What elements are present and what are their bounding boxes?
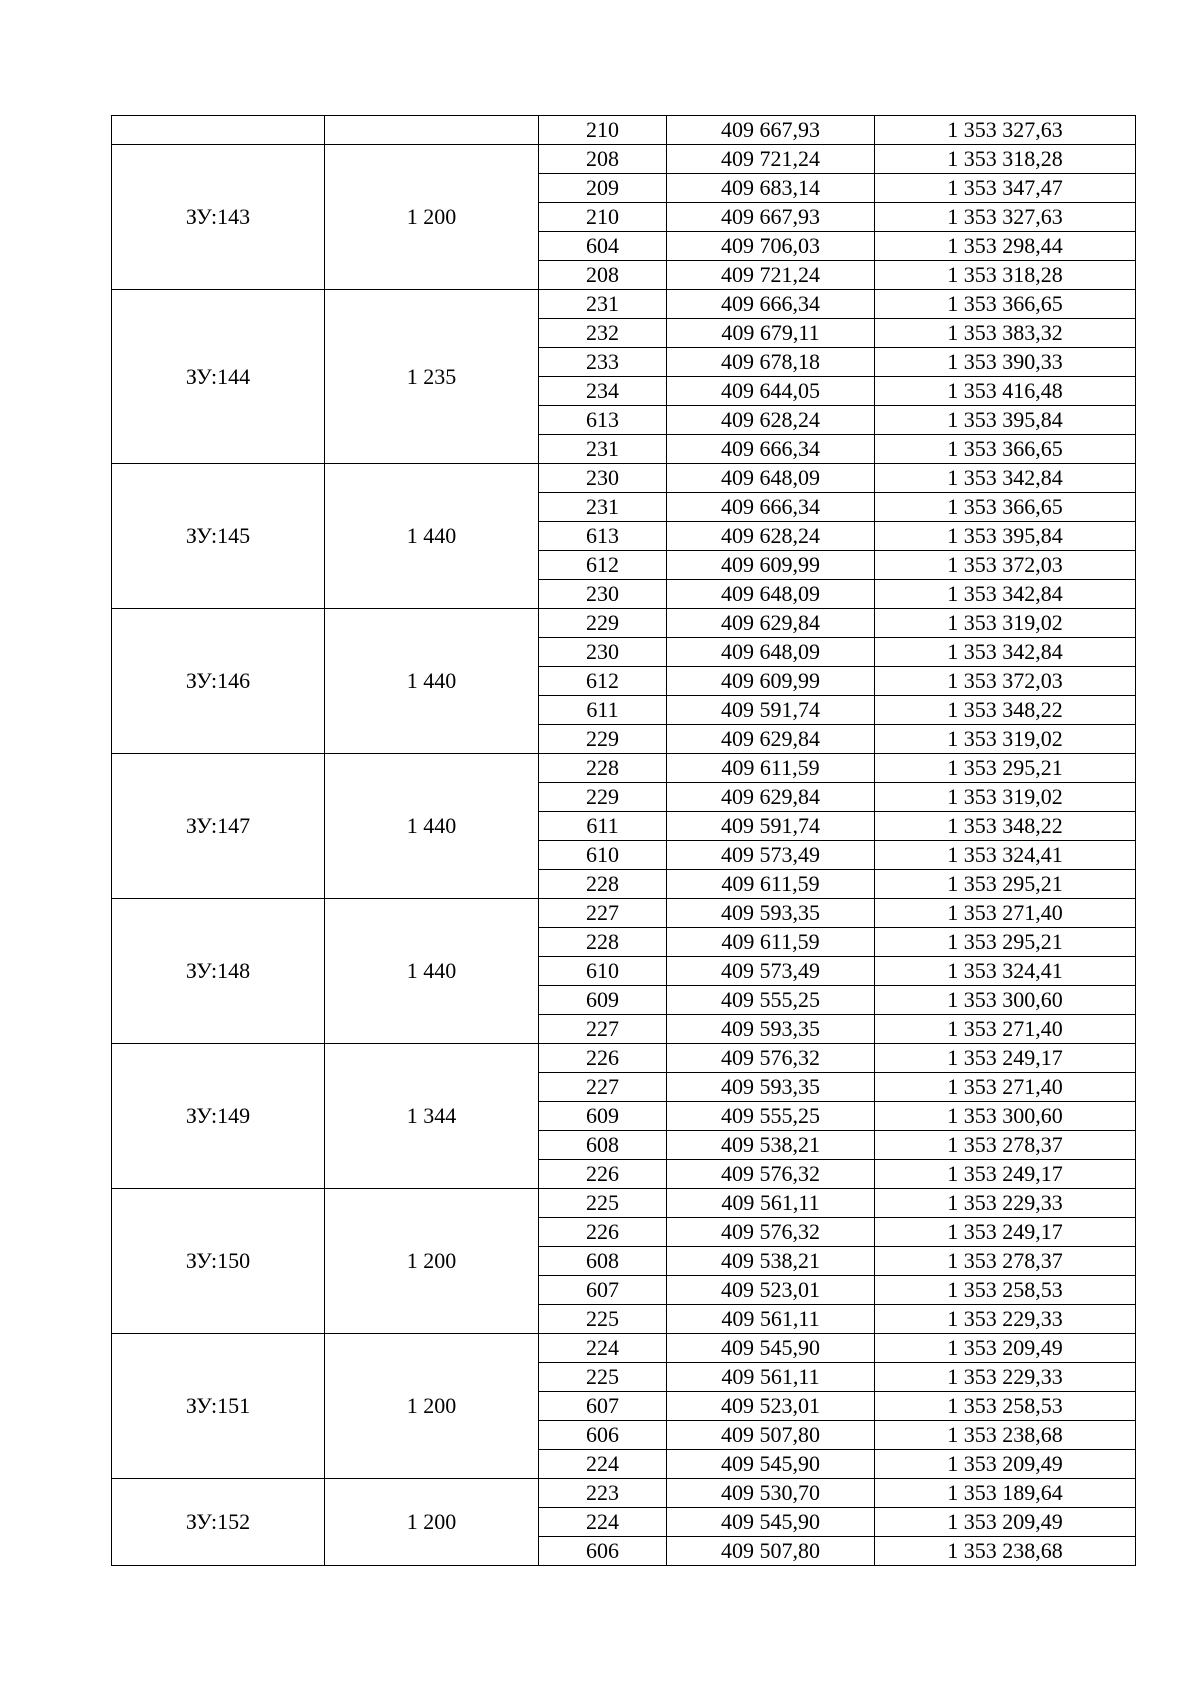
point-number-cell: 224 bbox=[539, 1334, 667, 1363]
y-coordinate-cell: 1 353 238,68 bbox=[875, 1537, 1136, 1566]
x-coordinate-cell: 409 591,74 bbox=[667, 696, 875, 725]
y-coordinate-cell: 1 353 347,47 bbox=[875, 174, 1136, 203]
x-coordinate-cell: 409 644,05 bbox=[667, 377, 875, 406]
x-coordinate-cell: 409 628,24 bbox=[667, 406, 875, 435]
x-coordinate-cell: 409 561,11 bbox=[667, 1363, 875, 1392]
plot-name-cell: ЗУ:143 bbox=[112, 145, 325, 290]
x-coordinate-cell: 409 507,80 bbox=[667, 1421, 875, 1450]
point-number-cell: 606 bbox=[539, 1421, 667, 1450]
y-coordinate-cell: 1 353 366,65 bbox=[875, 493, 1136, 522]
plot-name-cell: ЗУ:149 bbox=[112, 1044, 325, 1189]
x-coordinate-cell: 409 679,11 bbox=[667, 319, 875, 348]
y-coordinate-cell: 1 353 300,60 bbox=[875, 1102, 1136, 1131]
y-coordinate-cell: 1 353 324,41 bbox=[875, 841, 1136, 870]
point-number-cell: 209 bbox=[539, 174, 667, 203]
x-coordinate-cell: 409 593,35 bbox=[667, 899, 875, 928]
x-coordinate-cell: 409 593,35 bbox=[667, 1073, 875, 1102]
point-number-cell: 227 bbox=[539, 1073, 667, 1102]
point-number-cell: 230 bbox=[539, 638, 667, 667]
y-coordinate-cell: 1 353 390,33 bbox=[875, 348, 1136, 377]
y-coordinate-cell: 1 353 348,22 bbox=[875, 812, 1136, 841]
plot-name-cell: ЗУ:144 bbox=[112, 290, 325, 464]
point-number-cell: 610 bbox=[539, 957, 667, 986]
point-number-cell: 226 bbox=[539, 1218, 667, 1247]
x-coordinate-cell: 409 629,84 bbox=[667, 783, 875, 812]
point-number-cell: 233 bbox=[539, 348, 667, 377]
x-coordinate-cell: 409 667,93 bbox=[667, 203, 875, 232]
y-coordinate-cell: 1 353 271,40 bbox=[875, 899, 1136, 928]
table-row bbox=[112, 145, 1136, 174]
plot-area-cell: 1 235 bbox=[325, 290, 539, 464]
point-number-cell: 612 bbox=[539, 667, 667, 696]
x-coordinate-cell: 409 678,18 bbox=[667, 348, 875, 377]
x-coordinate-cell: 409 576,32 bbox=[667, 1218, 875, 1247]
x-coordinate-cell: 409 629,84 bbox=[667, 609, 875, 638]
point-number-cell: 208 bbox=[539, 145, 667, 174]
x-coordinate-cell: 409 609,99 bbox=[667, 667, 875, 696]
table-row bbox=[112, 609, 1136, 638]
y-coordinate-cell: 1 353 229,33 bbox=[875, 1305, 1136, 1334]
point-number-cell: 229 bbox=[539, 609, 667, 638]
y-coordinate-cell: 1 353 209,49 bbox=[875, 1334, 1136, 1363]
point-number-cell: 604 bbox=[539, 232, 667, 261]
x-coordinate-cell: 409 538,21 bbox=[667, 1131, 875, 1160]
y-coordinate-cell: 1 353 327,63 bbox=[875, 203, 1136, 232]
point-number-cell: 231 bbox=[539, 290, 667, 319]
y-coordinate-cell: 1 353 258,53 bbox=[875, 1392, 1136, 1421]
y-coordinate-cell: 1 353 319,02 bbox=[875, 725, 1136, 754]
x-coordinate-cell: 409 648,09 bbox=[667, 580, 875, 609]
x-coordinate-cell: 409 576,32 bbox=[667, 1044, 875, 1073]
y-coordinate-cell: 1 353 342,84 bbox=[875, 638, 1136, 667]
x-coordinate-cell: 409 609,99 bbox=[667, 551, 875, 580]
y-coordinate-cell: 1 353 383,32 bbox=[875, 319, 1136, 348]
point-number-cell: 611 bbox=[539, 696, 667, 725]
y-coordinate-cell: 1 353 342,84 bbox=[875, 580, 1136, 609]
y-coordinate-cell: 1 353 249,17 bbox=[875, 1044, 1136, 1073]
y-coordinate-cell: 1 353 229,33 bbox=[875, 1363, 1136, 1392]
point-number-cell: 607 bbox=[539, 1392, 667, 1421]
point-number-cell: 231 bbox=[539, 493, 667, 522]
plot-area-cell: 1 200 bbox=[325, 1334, 539, 1479]
point-number-cell: 224 bbox=[539, 1508, 667, 1537]
y-coordinate-cell: 1 353 372,03 bbox=[875, 551, 1136, 580]
x-coordinate-cell: 409 648,09 bbox=[667, 464, 875, 493]
y-coordinate-cell: 1 353 295,21 bbox=[875, 928, 1136, 957]
x-coordinate-cell: 409 545,90 bbox=[667, 1334, 875, 1363]
point-number-cell: 613 bbox=[539, 406, 667, 435]
y-coordinate-cell: 1 353 318,28 bbox=[875, 145, 1136, 174]
x-coordinate-cell: 409 555,25 bbox=[667, 1102, 875, 1131]
y-coordinate-cell: 1 353 238,68 bbox=[875, 1421, 1136, 1450]
point-number-cell: 230 bbox=[539, 464, 667, 493]
point-number-cell: 227 bbox=[539, 899, 667, 928]
plot-area-cell: 1 200 bbox=[325, 1479, 539, 1566]
x-coordinate-cell: 409 545,90 bbox=[667, 1508, 875, 1537]
x-coordinate-cell: 409 683,14 bbox=[667, 174, 875, 203]
y-coordinate-cell: 1 353 416,48 bbox=[875, 377, 1136, 406]
point-number-cell: 228 bbox=[539, 928, 667, 957]
x-coordinate-cell: 409 648,09 bbox=[667, 638, 875, 667]
empty-plot-area-cell bbox=[325, 116, 539, 145]
plot-area-cell: 1 344 bbox=[325, 1044, 539, 1189]
y-coordinate-cell: 1 353 319,02 bbox=[875, 609, 1136, 638]
y-coordinate-cell: 1 353 300,60 bbox=[875, 986, 1136, 1015]
point-number-cell: 208 bbox=[539, 261, 667, 290]
y-coordinate-cell: 1 353 324,41 bbox=[875, 957, 1136, 986]
point-number-cell: 609 bbox=[539, 986, 667, 1015]
point-number-cell: 225 bbox=[539, 1189, 667, 1218]
point-number-cell: 612 bbox=[539, 551, 667, 580]
plot-name-cell: ЗУ:147 bbox=[112, 754, 325, 899]
y-coordinate-cell: 1 353 271,40 bbox=[875, 1015, 1136, 1044]
point-number-cell: 611 bbox=[539, 812, 667, 841]
point-number-cell: 234 bbox=[539, 377, 667, 406]
x-coordinate-cell: 409 576,32 bbox=[667, 1160, 875, 1189]
y-coordinate-cell: 1 353 348,22 bbox=[875, 696, 1136, 725]
plot-name-cell: ЗУ:151 bbox=[112, 1334, 325, 1479]
x-coordinate-cell: 409 545,90 bbox=[667, 1450, 875, 1479]
table-row bbox=[112, 754, 1136, 783]
x-coordinate-cell: 409 666,34 bbox=[667, 493, 875, 522]
y-coordinate-cell: 1 353 209,49 bbox=[875, 1508, 1136, 1537]
table-row bbox=[112, 464, 1136, 493]
point-number-cell: 226 bbox=[539, 1160, 667, 1189]
y-coordinate-cell: 1 353 271,40 bbox=[875, 1073, 1136, 1102]
x-coordinate-cell: 409 591,74 bbox=[667, 812, 875, 841]
point-number-cell: 210 bbox=[539, 203, 667, 232]
plot-area-cell: 1 200 bbox=[325, 145, 539, 290]
table-row bbox=[112, 1334, 1136, 1363]
point-number-cell: 606 bbox=[539, 1537, 667, 1566]
point-number-cell: 226 bbox=[539, 1044, 667, 1073]
point-number-cell: 210 bbox=[539, 116, 667, 145]
point-number-cell: 232 bbox=[539, 319, 667, 348]
x-coordinate-cell: 409 721,24 bbox=[667, 145, 875, 174]
x-coordinate-cell: 409 721,24 bbox=[667, 261, 875, 290]
point-number-cell: 607 bbox=[539, 1276, 667, 1305]
plot-area-cell: 1 440 bbox=[325, 609, 539, 754]
point-number-cell: 610 bbox=[539, 841, 667, 870]
table-row bbox=[112, 1479, 1136, 1508]
plot-area-cell: 1 200 bbox=[325, 1189, 539, 1334]
y-coordinate-cell: 1 353 366,65 bbox=[875, 435, 1136, 464]
x-coordinate-cell: 409 611,59 bbox=[667, 754, 875, 783]
plot-area-cell: 1 440 bbox=[325, 464, 539, 609]
empty-plot-name-cell bbox=[112, 116, 325, 145]
point-number-cell: 225 bbox=[539, 1305, 667, 1334]
coordinates-table-body bbox=[112, 116, 1136, 1566]
point-number-cell: 227 bbox=[539, 1015, 667, 1044]
plot-area-cell: 1 440 bbox=[325, 754, 539, 899]
y-coordinate-cell: 1 353 372,03 bbox=[875, 667, 1136, 696]
x-coordinate-cell: 409 706,03 bbox=[667, 232, 875, 261]
y-coordinate-cell: 1 353 278,37 bbox=[875, 1131, 1136, 1160]
point-number-cell: 228 bbox=[539, 870, 667, 899]
point-number-cell: 224 bbox=[539, 1450, 667, 1479]
y-coordinate-cell: 1 353 258,53 bbox=[875, 1276, 1136, 1305]
x-coordinate-cell: 409 538,21 bbox=[667, 1247, 875, 1276]
x-coordinate-cell: 409 573,49 bbox=[667, 957, 875, 986]
coordinates-table bbox=[111, 115, 1136, 1566]
x-coordinate-cell: 409 593,35 bbox=[667, 1015, 875, 1044]
plot-name-cell: ЗУ:148 bbox=[112, 899, 325, 1044]
point-number-cell: 608 bbox=[539, 1247, 667, 1276]
table-row bbox=[112, 116, 1136, 145]
plot-name-cell: ЗУ:146 bbox=[112, 609, 325, 754]
table-row bbox=[112, 1044, 1136, 1073]
x-coordinate-cell: 409 573,49 bbox=[667, 841, 875, 870]
point-number-cell: 225 bbox=[539, 1363, 667, 1392]
x-coordinate-cell: 409 666,34 bbox=[667, 290, 875, 319]
y-coordinate-cell: 1 353 395,84 bbox=[875, 406, 1136, 435]
x-coordinate-cell: 409 555,25 bbox=[667, 986, 875, 1015]
point-number-cell: 228 bbox=[539, 754, 667, 783]
x-coordinate-cell: 409 530,70 bbox=[667, 1479, 875, 1508]
x-coordinate-cell: 409 629,84 bbox=[667, 725, 875, 754]
x-coordinate-cell: 409 666,34 bbox=[667, 435, 875, 464]
y-coordinate-cell: 1 353 278,37 bbox=[875, 1247, 1136, 1276]
table-row bbox=[112, 1189, 1136, 1218]
x-coordinate-cell: 409 561,11 bbox=[667, 1189, 875, 1218]
y-coordinate-cell: 1 353 249,17 bbox=[875, 1218, 1136, 1247]
y-coordinate-cell: 1 353 249,17 bbox=[875, 1160, 1136, 1189]
plot-name-cell: ЗУ:145 bbox=[112, 464, 325, 609]
point-number-cell: 230 bbox=[539, 580, 667, 609]
y-coordinate-cell: 1 353 298,44 bbox=[875, 232, 1136, 261]
y-coordinate-cell: 1 353 327,63 bbox=[875, 116, 1136, 145]
point-number-cell: 608 bbox=[539, 1131, 667, 1160]
point-number-cell: 223 bbox=[539, 1479, 667, 1508]
y-coordinate-cell: 1 353 295,21 bbox=[875, 870, 1136, 899]
x-coordinate-cell: 409 667,93 bbox=[667, 116, 875, 145]
y-coordinate-cell: 1 353 229,33 bbox=[875, 1189, 1136, 1218]
point-number-cell: 609 bbox=[539, 1102, 667, 1131]
x-coordinate-cell: 409 628,24 bbox=[667, 522, 875, 551]
y-coordinate-cell: 1 353 318,28 bbox=[875, 261, 1136, 290]
y-coordinate-cell: 1 353 209,49 bbox=[875, 1450, 1136, 1479]
point-number-cell: 231 bbox=[539, 435, 667, 464]
x-coordinate-cell: 409 523,01 bbox=[667, 1392, 875, 1421]
x-coordinate-cell: 409 507,80 bbox=[667, 1537, 875, 1566]
table-row bbox=[112, 899, 1136, 928]
point-number-cell: 613 bbox=[539, 522, 667, 551]
point-number-cell: 229 bbox=[539, 725, 667, 754]
y-coordinate-cell: 1 353 295,21 bbox=[875, 754, 1136, 783]
y-coordinate-cell: 1 353 189,64 bbox=[875, 1479, 1136, 1508]
plot-name-cell: ЗУ:152 bbox=[112, 1479, 325, 1566]
table-row bbox=[112, 290, 1136, 319]
x-coordinate-cell: 409 561,11 bbox=[667, 1305, 875, 1334]
x-coordinate-cell: 409 611,59 bbox=[667, 928, 875, 957]
plot-area-cell: 1 440 bbox=[325, 899, 539, 1044]
plot-name-cell: ЗУ:150 bbox=[112, 1189, 325, 1334]
y-coordinate-cell: 1 353 319,02 bbox=[875, 783, 1136, 812]
x-coordinate-cell: 409 611,59 bbox=[667, 870, 875, 899]
y-coordinate-cell: 1 353 395,84 bbox=[875, 522, 1136, 551]
y-coordinate-cell: 1 353 342,84 bbox=[875, 464, 1136, 493]
y-coordinate-cell: 1 353 366,65 bbox=[875, 290, 1136, 319]
x-coordinate-cell: 409 523,01 bbox=[667, 1276, 875, 1305]
point-number-cell: 229 bbox=[539, 783, 667, 812]
